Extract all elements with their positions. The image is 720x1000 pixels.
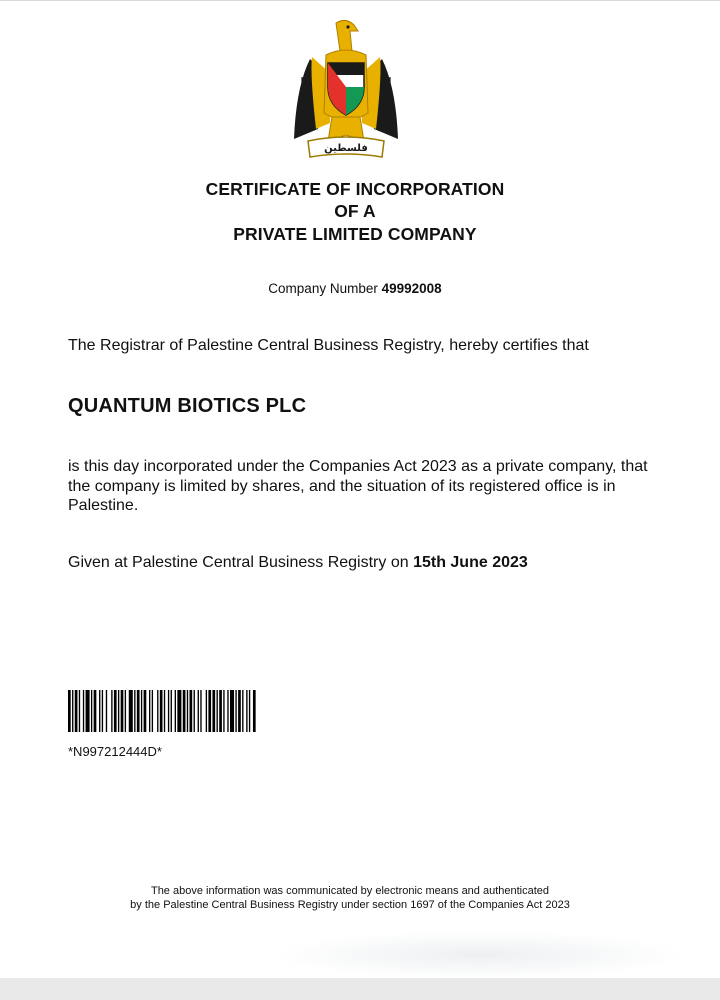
- company-number-label: Company Number: [268, 281, 378, 296]
- barcode-bar: [194, 690, 195, 732]
- given-statement: [68, 553, 648, 573]
- barcode-bar: [249, 690, 250, 732]
- barcode-bar: [171, 690, 172, 732]
- incorporation-date: 15th June 2023: [413, 554, 528, 571]
- certificate-title-line-3: PRIVATE LIMITED COMPANY: [233, 224, 477, 244]
- barcode-bar: [175, 690, 176, 732]
- barcode-icon: [68, 690, 332, 732]
- barcode-bar: [223, 690, 224, 732]
- barcode-bar: [200, 690, 201, 732]
- barcode-bar: [121, 690, 124, 732]
- barcode-bar: [106, 690, 107, 732]
- barcode-bar: [99, 690, 100, 732]
- barcode-bar: [219, 690, 222, 732]
- barcode-bar: [137, 690, 140, 732]
- barcode-bar: [75, 690, 78, 732]
- barcode-bar: [238, 690, 241, 732]
- certificate-title-line-2: OF A: [334, 201, 376, 221]
- barcode-bar: [111, 690, 112, 732]
- barcode-text: *N997212444D*: [68, 744, 162, 759]
- barcode-bar: [91, 690, 92, 732]
- emblem-caption: فلسطين: [324, 143, 368, 154]
- barcode-bar: [129, 690, 133, 732]
- barcode-bar: [230, 690, 234, 732]
- barcode-bar: [102, 690, 103, 732]
- barcode-bar: [144, 690, 147, 732]
- barcode-bar: [187, 690, 188, 732]
- barcode-bar: [227, 690, 228, 732]
- company-name: QUANTUM BIOTICS PLC: [68, 395, 307, 417]
- barcode-bar: [206, 690, 207, 732]
- barcode-bar: [141, 690, 142, 732]
- scan-artifact: [270, 931, 690, 979]
- footer-line-1: The above information was communicated by electronic means and authenticated: [150, 885, 550, 897]
- barcode-bar: [177, 690, 181, 732]
- barcode-bar: [164, 690, 165, 732]
- barcode-bar: [208, 690, 211, 732]
- barcode-bar: [72, 690, 73, 732]
- barcode-bar: [168, 690, 169, 732]
- given-prefix: Given at Palestine Central Business Registry on: [68, 554, 409, 571]
- barcode-bar: [134, 690, 135, 732]
- certifies-text: The Registrar of Palestine Central Business Registry, hereby certifies that: [68, 337, 589, 354]
- barcode-bar: [212, 690, 215, 732]
- barcode-bar: [83, 690, 84, 732]
- barcode-bar: [118, 690, 119, 732]
- barcode-bar: [190, 690, 193, 732]
- palestine-eagle-emblem-icon: [288, 17, 404, 163]
- barcode-bar: [242, 690, 243, 732]
- barcode-bar: [149, 690, 150, 732]
- barcode-bar: [217, 690, 218, 732]
- company-number: [0, 281, 710, 296]
- certificate-title-line-1: CERTIFICATE OF INCORPORATION: [205, 179, 505, 199]
- company-number-value: 49992008: [381, 281, 442, 296]
- barcode-bar: [125, 690, 126, 732]
- barcode-bar: [246, 690, 247, 732]
- barcode-bar: [114, 690, 117, 732]
- footer-line-2: by the Palestine Central Business Registry under section 1697 of the Companies Act 2023: [130, 899, 570, 911]
- barcode-bar: [235, 690, 236, 732]
- barcode-bar: [152, 690, 153, 732]
- barcode-bar: [86, 690, 90, 732]
- barcode-bar: [94, 690, 97, 732]
- barcode-bar: [253, 690, 256, 732]
- barcode-bar: [183, 690, 186, 732]
- incorporation-text: is this day incorporated under the Companies Act 2023 as a private company, that the company is limited by shares, and the situation of its registered office is in Palestine.: [68, 458, 648, 514]
- barcode-bar: [79, 690, 80, 732]
- barcode-bar: [68, 690, 71, 732]
- barcode-bar: [160, 690, 163, 732]
- barcode-bar: [157, 690, 158, 732]
- barcode-bar: [198, 690, 199, 732]
- authentication-footer: [0, 884, 700, 912]
